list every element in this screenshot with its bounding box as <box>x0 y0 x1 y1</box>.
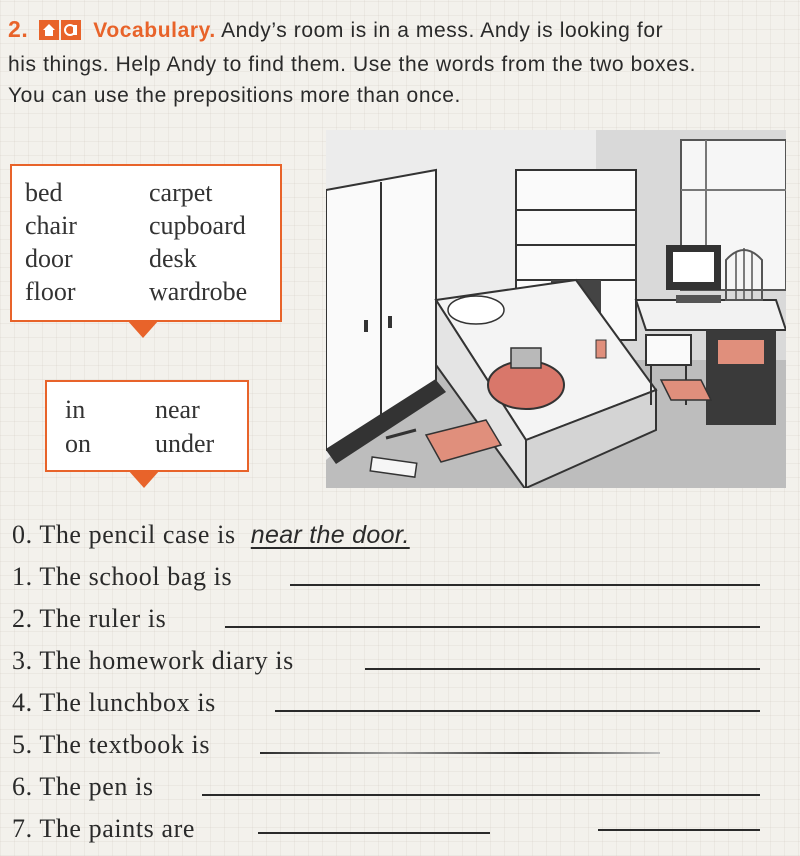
answer-blank-line[interactable] <box>275 710 760 712</box>
task-instructions <box>8 14 698 111</box>
sentence-number: 1. <box>12 562 33 591</box>
answer-blank-line[interactable] <box>598 829 760 831</box>
task-label: Vocabulary. <box>93 19 216 42</box>
word: under <box>155 429 215 458</box>
task-number: 2. <box>8 16 29 42</box>
sentence-text: The paints are <box>39 814 196 843</box>
sentence-number: 3. <box>12 646 33 675</box>
word: door <box>25 244 73 273</box>
sentence-0 <box>12 520 410 550</box>
answer-text: near the door. <box>250 521 410 549</box>
sentence-3 <box>12 646 294 676</box>
word: desk <box>149 244 197 273</box>
nouns-word-box <box>10 164 282 322</box>
answer-blank-line[interactable] <box>365 668 760 670</box>
sentence-6 <box>12 772 154 802</box>
answer-blank-line[interactable] <box>225 626 760 628</box>
sentence-4 <box>12 688 216 718</box>
sentence-text: The school bag is <box>39 562 233 591</box>
word: cupboard <box>149 211 246 240</box>
sentence-2 <box>12 604 166 634</box>
task-text: Andy’s room is in a mess. Andy is looking for his things. Help Andy to find them. Use the words from the two boxes. You can use the prepositions more than once. <box>8 19 697 107</box>
word: on <box>65 429 91 458</box>
sentence-text: The ruler is <box>39 604 167 633</box>
task-icons <box>39 18 83 49</box>
answer-blank-line[interactable] <box>258 832 490 834</box>
sentence-text: The textbook is <box>39 730 211 759</box>
sentence-text: The pencil case is <box>39 520 236 549</box>
sentence-text: The lunchbox is <box>39 688 216 717</box>
word: wardrobe <box>149 277 248 306</box>
sentence-5 <box>12 730 210 760</box>
sentence-1 <box>12 562 232 592</box>
word: bed <box>25 178 63 207</box>
room-illustration <box>326 130 786 488</box>
answer-blank-line[interactable] <box>202 794 760 796</box>
workbook-icon <box>61 20 81 40</box>
sentence-number: 7. <box>12 814 33 843</box>
sentence-text: The pen is <box>39 772 154 801</box>
word: chair <box>25 211 77 240</box>
word: in <box>65 395 86 424</box>
answer-blank-line[interactable] <box>290 584 760 586</box>
word: floor <box>25 277 76 306</box>
word: carpet <box>149 178 213 207</box>
sentence-number: 6. <box>12 772 33 801</box>
pointer-triangle-icon <box>127 320 159 338</box>
pointer-triangle-icon <box>128 470 160 488</box>
sentence-number: 2. <box>12 604 33 633</box>
sentence-text: The homework diary is <box>39 646 294 675</box>
prepositions-word-box <box>45 380 249 472</box>
sentence-number: 0. <box>12 520 33 549</box>
word: near <box>155 395 200 424</box>
sentence-7 <box>12 814 195 844</box>
answer-blank-line[interactable] <box>260 752 660 754</box>
home-icon <box>39 20 59 40</box>
sentence-number: 4. <box>12 688 33 717</box>
sentence-number: 5. <box>12 730 33 759</box>
